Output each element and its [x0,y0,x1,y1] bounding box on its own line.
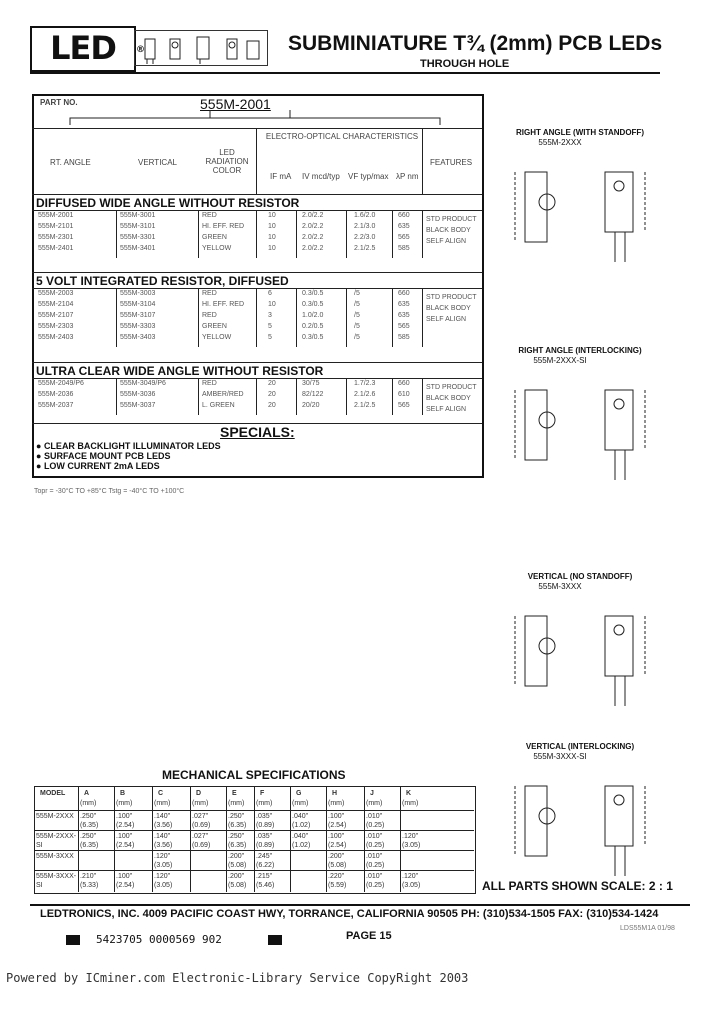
temperature-note: Topr = -30°C TO +85°C Tstg = -40°C TO +100°C [34,488,185,495]
col-divider [296,288,297,347]
features-cell: STD PRODUCT BLACK BODY SELF ALIGN [426,294,477,323]
table-cell: 3 [268,312,272,319]
col-features: FEATURES [430,158,473,167]
mech-cell: .100" (2.54) [116,873,135,889]
col-divider [296,210,297,258]
table-cell: RED [202,312,217,319]
mech-cell: .100" (2.54) [328,833,347,849]
specials-list [36,441,221,471]
mech-cell: 555M-3XXX [36,853,74,860]
mech-row-divider [34,810,474,811]
table-cell: HI. EFF. RED [202,301,245,308]
table-cell: 20 [268,391,276,398]
col-divider [422,128,423,194]
drawing-555m-2xxx-si [505,370,695,490]
table-cell: 555M-2037 [38,402,74,409]
table-cell: /5 [354,301,360,308]
col-divider [256,128,257,194]
drawing-555m-2xxx [505,152,695,272]
table-cell: 2.1/3.0 [354,223,376,230]
section-divider [32,272,482,273]
table-cell: 5 [268,334,272,341]
sub-vf: VF typ/max [348,172,389,181]
section-title: ULTRA CLEAR WIDE ANGLE WITHOUT RESISTOR [36,364,324,378]
table-cell: GREEN [202,323,227,330]
header-divider [30,72,660,74]
mech-header: B [120,790,126,797]
table-cell: RED [202,380,217,387]
mech-unit: (mm) [80,800,97,807]
table-cell: /5 [354,323,360,330]
specials-item-label: LOW CURRENT 2mA LEDS [43,461,160,471]
scale-note: ALL PARTS SHOWN SCALE: 2 : 1 [482,879,673,893]
mech-cell: .040" (1.02) [292,813,311,829]
mech-cell: 555M-3XXX-SI [36,873,77,889]
features-cell: STD PRODUCT BLACK BODY SELF ALIGN [426,384,477,413]
col-rt-angle: RT. ANGLE [50,158,91,167]
part-no-label: PART NO. [40,98,78,107]
table-cell: 555M-3403 [120,334,156,341]
table-cell: HI. EFF. RED [202,223,245,230]
col-divider [392,288,393,347]
mech-cell: .120" (3.05) [402,833,421,849]
table-cell: 660 [398,212,410,219]
table-cell: 1.0/2.0 [302,312,324,319]
table-cell: 610 [398,391,410,398]
drawing-555m-3xxx-si [505,766,695,886]
table-cell: 555M-2101 [38,223,74,230]
table-cell: 82/122 [302,391,324,398]
table-cell: 1.6/2.0 [354,212,376,219]
col-divider [392,210,393,258]
mech-unit: (mm) [256,800,273,807]
bullet-icon: ● [36,451,44,461]
table-cell: 555M-2303 [38,323,74,330]
table-cell: 555M-3036 [120,391,156,398]
mech-cell: .100" (2.54) [116,813,135,829]
mech-header: A [84,790,90,797]
table-cell: 555M-3107 [120,312,156,319]
specials-item-label: CLEAR BACKLIGHT ILLUMINATOR LEDS [43,441,221,451]
table-cell: 2.2/3.0 [354,234,376,241]
table-cell: 555M-2003 [38,290,74,297]
col-electro-optical: ELECTRO-OPTICAL CHARACTERISTICS [265,132,419,141]
table-cell: 585 [398,334,410,341]
mech-cell: .200" (5.08) [328,853,347,869]
table-cell: 555M-2001 [38,212,74,219]
mech-cell: .035" (0.89) [256,813,275,829]
mech-cell: .250" (6.35) [80,833,99,849]
diagram-title: RIGHT ANGLE (WITH STANDOFF) [516,128,644,137]
table-cell: 555M-2107 [38,312,74,319]
mech-col-divider [400,786,401,892]
mech-header: C [158,790,164,797]
barcode-block [66,935,80,945]
mech-cell: .250" (6.35) [228,813,247,829]
mech-col-divider [326,786,327,892]
mech-col-divider [226,786,227,892]
mech-col-divider [290,786,291,892]
diagram-title: VERTICAL (INTERLOCKING) [525,742,635,751]
table-cell: 555M-3049/P6 [120,380,166,387]
mech-unit: (mm) [328,800,345,807]
barcode-number: 5423705 0000569 902 [96,933,222,946]
section-divider [32,362,482,363]
mech-cell: .200" (5.08) [228,873,247,889]
table-cell: 555M-3401 [120,245,156,252]
col-divider [116,210,117,258]
page-subtitle: THROUGH HOLE [420,58,510,70]
mech-cell: .100" (2.54) [116,833,135,849]
table-cell: 2.0/2.2 [302,234,324,241]
col-divider [198,288,199,347]
table-cell: YELLOW [202,245,232,252]
table-cell: 555M-2401 [38,245,74,252]
mech-unit: (mm) [116,800,133,807]
table-cell: AMBER/RED [202,391,244,398]
mech-cell: .245" (6.22) [256,853,275,869]
specials-item [36,441,221,451]
mech-cell: .220" (5.59) [328,873,347,889]
diagram-title: VERTICAL (NO STANDOFF) [527,572,633,581]
col-vertical: VERTICAL [138,158,177,167]
table-cell: 0.2/0.5 [302,323,324,330]
table-divider [32,128,482,129]
table-cell: RED [202,212,217,219]
diagram-part: 555M-2XXX-SI [533,356,587,365]
company-address: LEDTRONICS, INC. 4009 PACIFIC COAST HWY, TORRANCE, CALIFORNIA 90505 PH: (310)534-1505 FAX: (310)534-1424 [40,908,659,920]
col-divider [422,378,423,415]
drawing-555m-3xxx [505,596,695,716]
part-no-leader-lines [60,110,460,130]
diagram-title: RIGHT ANGLE (INTERLOCKING) [518,346,642,355]
mech-col-divider [114,786,115,892]
mech-header: F [260,790,265,797]
table-cell: 2.1/2.6 [354,391,376,398]
mech-col-divider [364,786,365,892]
mech-header: J [370,790,374,797]
table-cell: GREEN [202,234,227,241]
table-cell: YELLOW [202,334,232,341]
mech-unit: (mm) [402,800,419,807]
mech-cell: .040" (1.02) [292,833,311,849]
table-cell: 0.3/0.5 [302,334,324,341]
col-divider [256,378,257,415]
mech-col-divider [78,786,79,892]
mech-col-divider [254,786,255,892]
mech-cell: .215" (5.46) [256,873,275,889]
col-divider [256,210,257,258]
col-divider [422,288,423,347]
mech-cell: .027" (0.69) [192,833,211,849]
table-cell: 555M-2036 [38,391,74,398]
table-cell: 5 [268,323,272,330]
col-divider [296,378,297,415]
barcode-block [268,935,282,945]
section-title: 5 VOLT INTEGRATED RESISTOR, DIFFUSED [36,274,289,288]
col-divider [346,210,347,258]
mech-header: E [232,790,237,797]
page-number: PAGE 15 [346,930,392,942]
mech-cell: .010" (0.25) [366,873,385,889]
specials-item [36,451,221,461]
table-cell: /5 [354,290,360,297]
mech-header: H [332,790,338,797]
col-divider [198,210,199,258]
section-divider [32,194,482,195]
sub-iv: IV mcd/typ [302,172,340,181]
mech-cell: .010" (0.25) [366,813,385,829]
table-cell: 635 [398,312,410,319]
mech-col-divider [190,786,191,892]
table-cell: 555M-3301 [120,234,156,241]
table-cell: /5 [354,334,360,341]
table-cell: 555M-3037 [120,402,156,409]
table-cell: 2.0/2.2 [302,212,324,219]
mech-unit: (mm) [292,800,309,807]
table-cell: 10 [268,245,276,252]
col-divider [346,378,347,415]
table-cell: 0.3/0.5 [302,290,324,297]
table-cell: 1.7/2.3 [354,380,376,387]
section-divider [32,378,482,379]
led-product-images [134,30,268,66]
sub-lambda: λP nm [396,172,419,181]
mech-header: D [196,790,202,797]
col-divider [116,288,117,347]
table-cell: 10 [268,234,276,241]
diagram-part: 555M-2XXX [538,138,582,147]
footer-divider [30,904,690,906]
table-cell: 555M-3104 [120,301,156,308]
table-cell: 565 [398,402,410,409]
mech-cell: .210" (5.33) [80,873,99,889]
mech-cell: .250" (6.35) [80,813,99,829]
mech-row-divider [34,830,474,831]
mech-cell: .200" (5.08) [228,853,247,869]
table-cell: 2.1/2.5 [354,402,376,409]
bullet-icon: ● [36,441,44,451]
table-cell: 0.3/0.5 [302,301,324,308]
mech-unit: (mm) [228,800,245,807]
mech-cell: .027" (0.69) [192,813,211,829]
mech-header: G [296,790,302,797]
table-cell: 20 [268,380,276,387]
table-cell: 2.1/2.5 [354,245,376,252]
ledtronics-logo: LED ® [30,26,136,72]
table-cell: 2.0/2.2 [302,223,324,230]
table-cell: 555M-3101 [120,223,156,230]
mech-cell: 555M-2XXX [36,813,74,820]
mech-cell: .120" (3.05) [402,873,421,889]
features-cell: STD PRODUCT BLACK BODY SELF ALIGN [426,216,477,245]
table-cell: RED [202,290,217,297]
table-cell: 10 [268,223,276,230]
table-cell: 635 [398,301,410,308]
mech-cell: .140" (3.56) [154,813,173,829]
table-cell: L. GREEN [202,402,235,409]
mech-row-divider [34,870,474,871]
powered-by: Powered by ICminer.com Electronic-Library Service CopyRight 2003 [6,971,469,985]
table-cell: 565 [398,323,410,330]
table-cell: 555M-2104 [38,301,74,308]
specials-item [36,461,221,471]
col-divider [198,378,199,415]
section-divider [32,288,482,289]
mech-row-divider [34,850,474,851]
table-cell: 20/20 [302,402,320,409]
specials-item-label: SURFACE MOUNT PCB LEDS [43,451,171,461]
doc-code: LDS55M1A 01/98 [620,925,675,932]
table-cell: 30/75 [302,380,320,387]
mech-cell: .140" (3.56) [154,833,173,849]
mech-unit: (mm) [366,800,383,807]
table-cell: 10 [268,212,276,219]
diagram-part: 555M-3XXX [538,582,582,591]
table-cell: 585 [398,245,410,252]
table-cell: 555M-2301 [38,234,74,241]
specials-title: SPECIALS: [220,424,295,440]
section-divider [32,210,482,211]
bullet-icon: ● [36,461,44,471]
table-cell: 555M-2403 [38,334,74,341]
mech-cell: .035" (0.89) [256,833,275,849]
mech-unit: (mm) [154,800,171,807]
table-cell: /5 [354,312,360,319]
table-cell: 565 [398,234,410,241]
mech-cell: .100" (2.54) [328,813,347,829]
table-cell: 2.0/2.2 [302,245,324,252]
col-led-color: LED RADIATION COLOR [205,148,249,175]
col-divider [422,210,423,258]
col-divider [116,378,117,415]
col-divider [346,288,347,347]
col-divider [392,378,393,415]
table-cell: 10 [268,301,276,308]
mech-cell: 555M-2XXX-SI [36,833,77,849]
table-cell: 555M-2049/P6 [38,380,84,387]
section-title: DIFFUSED WIDE ANGLE WITHOUT RESISTOR [36,196,300,210]
table-cell: 6 [268,290,272,297]
mech-cell: .120" (3.05) [154,853,173,869]
table-cell: 660 [398,290,410,297]
table-cell: 555M-3003 [120,290,156,297]
table-cell: 555M-3001 [120,212,156,219]
mech-cell: .010" (0.25) [366,853,385,869]
mechanical-title: MECHANICAL SPECIFICATIONS [162,768,346,782]
mech-cell: .120" (3.05) [154,873,173,889]
part-no-value: 555M-2001 [200,96,271,112]
table-cell: 20 [268,402,276,409]
table-cell: 635 [398,223,410,230]
diagram-part: 555M-3XXX-SI [533,752,587,761]
mech-col-divider [152,786,153,892]
table-cell: 555M-3303 [120,323,156,330]
mech-cell: .250" (6.35) [228,833,247,849]
mech-unit: (mm) [192,800,209,807]
sub-if: IF mA [270,172,292,181]
mech-cell: .010" (0.25) [366,833,385,849]
mech-header: MODEL [40,790,66,797]
table-cell: 660 [398,380,410,387]
mech-header: K [406,790,412,797]
col-divider [256,288,257,347]
page-title: SUBMINIATURE T¾ (2mm) PCB LEDs [288,32,663,55]
